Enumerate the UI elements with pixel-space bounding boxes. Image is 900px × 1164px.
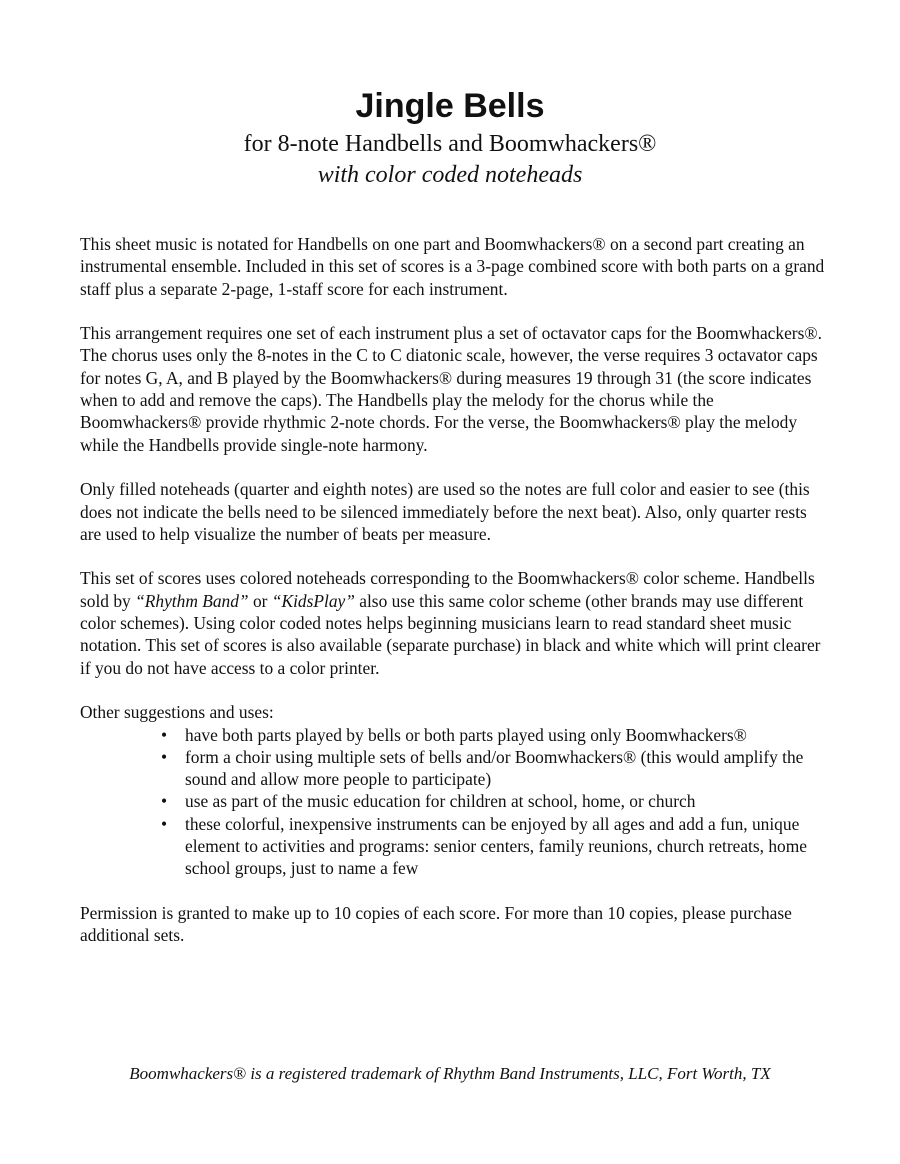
list-item-text: use as part of the music education for children at school, home, or church xyxy=(185,791,696,812)
page-title: Jingle Bells xyxy=(355,87,545,125)
color-scheme-text-1: This set of scores uses colored noteheads corresponding to the Boomwhackers® color scheme. Handbells sold by xyxy=(80,568,815,611)
noteheads-paragraph: Only filled noteheads (quarter and eighth notes) are used so the notes are full color and easier to see (this does not indicate the bells need to be silenced immediately before the next beat). Also, only quarter rests are used to help visualize the number of beats per measure. xyxy=(80,479,810,544)
brand-kidsplay: “KidsPlay” xyxy=(271,590,355,611)
list-item xyxy=(80,790,825,812)
trademark-footer: Boomwhackers® is a registered trademark of Rhythm Band Instruments, LLC, Fort Worth, TX xyxy=(129,1064,771,1083)
page-subtitle-italic: with color coded noteheads xyxy=(317,162,583,188)
suggestions-list xyxy=(80,724,825,880)
list-item-text: have both parts played by bells or both parts played using only Boomwhackers® xyxy=(185,724,747,745)
list-item xyxy=(80,813,825,880)
color-scheme-paragraph xyxy=(80,567,825,678)
brand-rhythm-band: “Rhythm Band” xyxy=(135,590,249,611)
suggestions-heading: Other suggestions and uses: xyxy=(80,702,274,723)
list-item-text: form a choir using multiple sets of bells and/or Boomwhackers® (this would amplify the sound and allow more people to participate) xyxy=(185,746,804,790)
bullet-icon: • xyxy=(161,746,168,767)
bullet-icon: • xyxy=(161,813,168,834)
intro-paragraph: This sheet music is notated for Handbells on one part and Boomwhackers® on a second part creating an instrumental ensemble. Included in this set of scores is a 3-page combined score with both parts on a grand staff plus a separate 2-page, 1-staff score for each instrument. xyxy=(80,234,825,299)
page-subtitle: for 8-note Handbells and Boomwhackers® xyxy=(243,131,657,157)
color-scheme-text-2: or xyxy=(248,590,272,611)
list-item xyxy=(80,746,825,791)
arrangement-paragraph: This arrangement requires one set of each instrument plus a set of octavator caps for the Boomwhackers®. The chorus uses only the 8-notes in the C to C diatonic scale, however, the verse requires 3 octavator caps for notes G, A, and B played by the Boomwhackers® during measures 19 through 31 (the score indicates when to add and remove the caps). The Handbells play the melody for the chorus while the Boomwhackers® provide rhythmic 2-note chords. For the verse, the Boomwhackers® play the melody while the Handbells provide single-note harmony. xyxy=(80,323,822,455)
document-body xyxy=(80,233,825,969)
list-item-text: these colorful, inexpensive instruments can be enjoyed by all ages and add a fun, unique element to activities and programs: senior centers, family reunions, church retreats, home school groups, just to name a few xyxy=(185,813,807,879)
bullet-icon: • xyxy=(161,724,168,745)
color-scheme-text-3: also use this same color scheme (other brands may use different color schemes). Using color coded notes helps beginning musicians learn to read standard sheet music notation. This set of scores is also available (separate purchase) in black and white which will print clearer if you do not have access to a color printer. xyxy=(80,590,821,678)
list-item xyxy=(80,724,825,746)
bullet-icon: • xyxy=(161,791,168,812)
permission-paragraph: Permission is granted to make up to 10 copies of each score. For more than 10 copies, please purchase additional sets. xyxy=(80,902,792,946)
